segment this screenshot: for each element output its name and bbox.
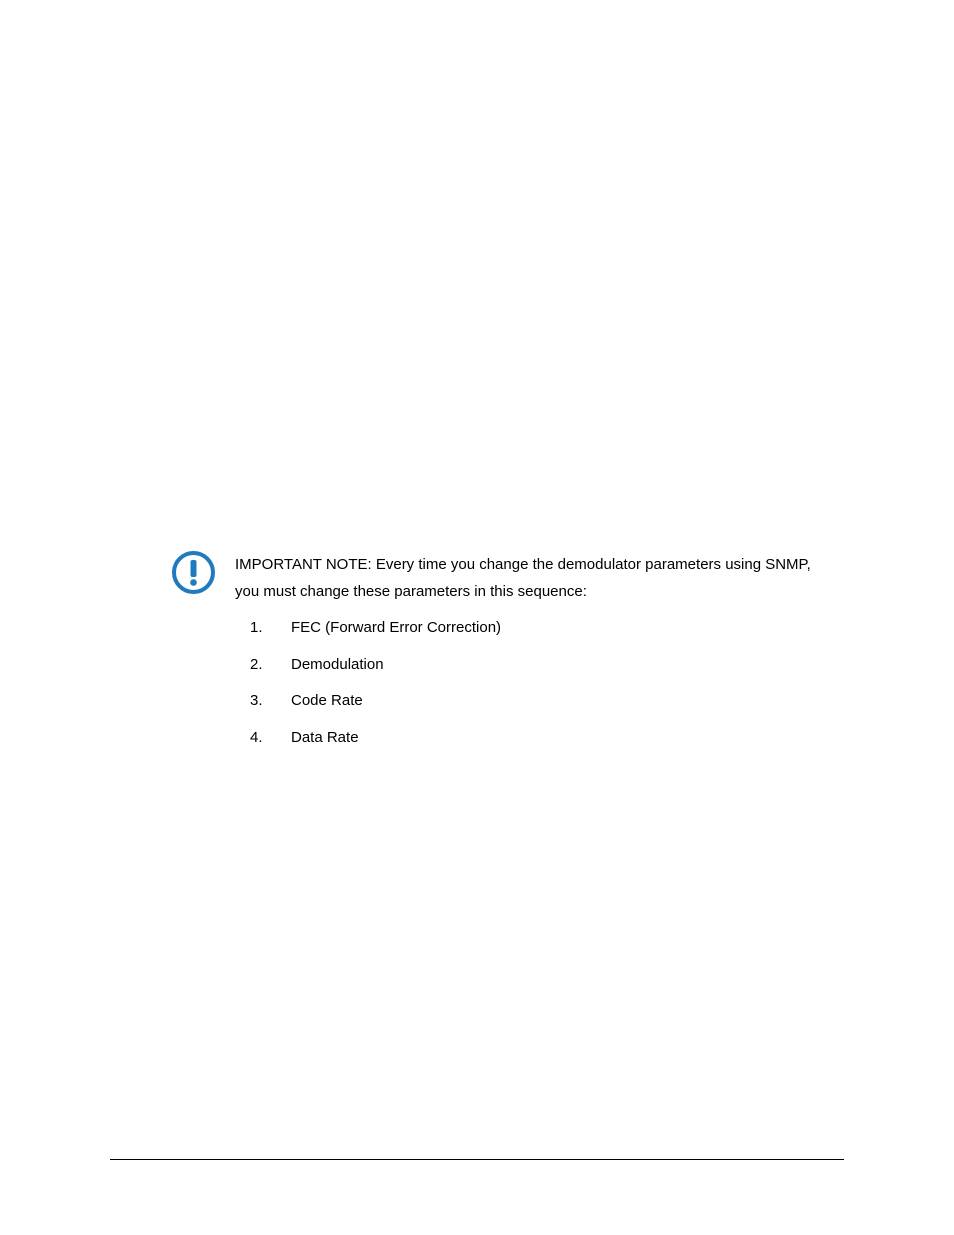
list-item-label: Code Rate — [291, 692, 363, 709]
list-item-label: Data Rate — [291, 728, 359, 746]
list-item-label: FEC (Forward Error Correction) — [291, 619, 502, 636]
list-item-number: 4. — [250, 728, 263, 746]
list-item — [250, 617, 501, 654]
list-item — [250, 690, 501, 727]
list-item — [250, 654, 501, 691]
important-note-text: IMPORTANT NOTE: Every time you change the demodulator parameters using SNMP, you must change these parameters in this sequence: — [235, 556, 811, 600]
list-item-label: Demodulation — [291, 655, 384, 673]
footer-divider — [110, 1159, 844, 1160]
list-item-number: 1. — [250, 619, 263, 636]
list-item — [250, 727, 501, 764]
list-item-number: 3. — [250, 692, 263, 709]
important-exclamation-icon — [171, 550, 216, 595]
parameter-sequence-list — [250, 617, 501, 763]
list-item-number: 2. — [250, 655, 263, 673]
